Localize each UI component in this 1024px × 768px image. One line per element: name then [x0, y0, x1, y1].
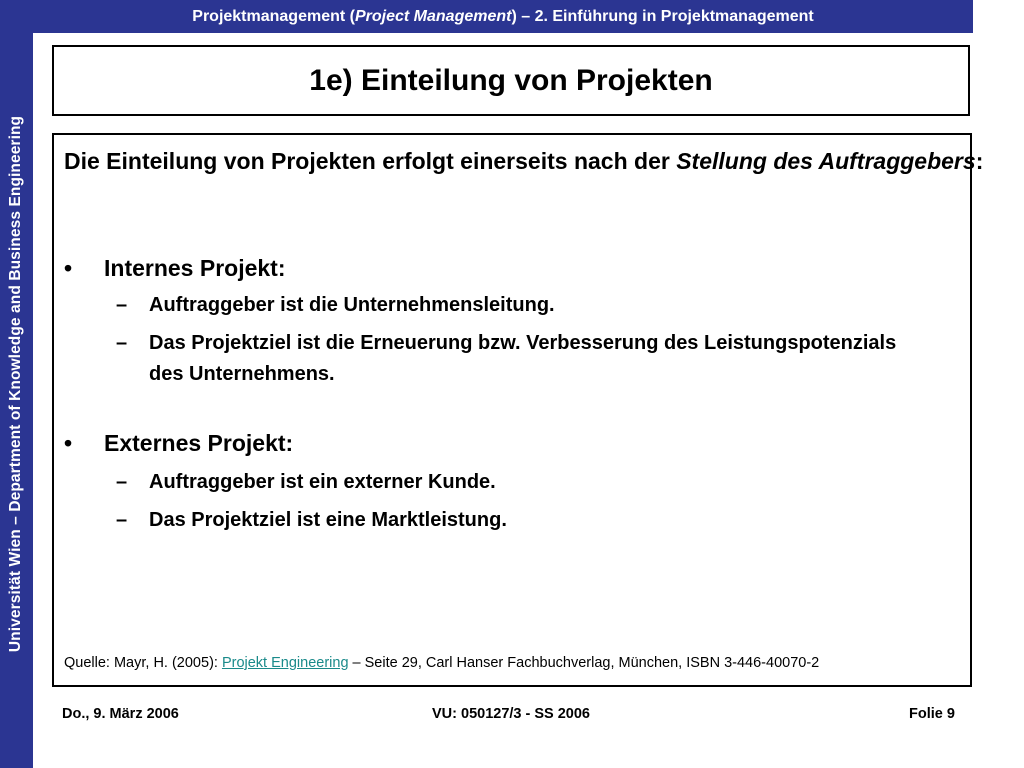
header-italic: Project Management: [354, 8, 512, 25]
intro-main: Die Einteilung von Projekten erfolgt einerseits nach der: [64, 148, 677, 174]
dash-marker: –: [116, 509, 128, 531]
header-suffix: ) – 2. Einführung in Projektmanagement: [511, 8, 814, 25]
header-prefix: Projektmanagement (: [192, 8, 355, 25]
title-box: [52, 45, 970, 116]
footer-date: Do., 9. März 2006: [62, 706, 179, 722]
header-bar: [33, 0, 973, 33]
bullet-heading: Internes Projekt:: [104, 255, 286, 281]
list-item-text: Das Projektziel ist die Erneuerung bzw. Verbesserung des Leistungspotenzials des Unternehmens.: [149, 332, 897, 385]
source-link[interactable]: Projekt Engineering: [221, 655, 349, 671]
dash-marker: –: [116, 332, 128, 354]
dash-marker: –: [116, 471, 128, 493]
bullet-heading: Externes Projekt:: [104, 430, 294, 456]
sidebar-label: Universität Wien – Department of Knowledge and Business Engineering: [7, 115, 24, 653]
intro-text: [64, 145, 984, 177]
intro-suffix: :: [975, 148, 984, 174]
intro-italic: Stellung des Auftraggebers: [676, 148, 976, 174]
source-citation: [64, 655, 819, 671]
content-box: [52, 133, 984, 687]
sidebar: [0, 0, 33, 768]
source-prefix: Quelle: Mayr, H. (2005):: [64, 655, 222, 671]
bullet-dot: •: [64, 430, 73, 456]
header-title: [33, 0, 973, 33]
list-item-text: Auftraggeber ist ein externer Kunde.: [149, 471, 496, 493]
list-item-text: Das Projektziel ist eine Marktleistung.: [149, 509, 507, 531]
footer-course: VU: 050127/3 - SS 2006: [432, 706, 590, 722]
slide-title: 1e) Einteilung von Projekten: [309, 63, 713, 97]
source-suffix: – Seite 29, Carl Hanser Fachbuchverlag, München, ISBN 3-446-40070-2: [348, 655, 820, 671]
list-item-text: Auftraggeber ist die Unternehmensleitung.: [149, 294, 555, 316]
bullet-dot: •: [64, 255, 73, 281]
footer-slide-number: Folie 9: [909, 706, 955, 722]
dash-marker: –: [116, 294, 128, 316]
